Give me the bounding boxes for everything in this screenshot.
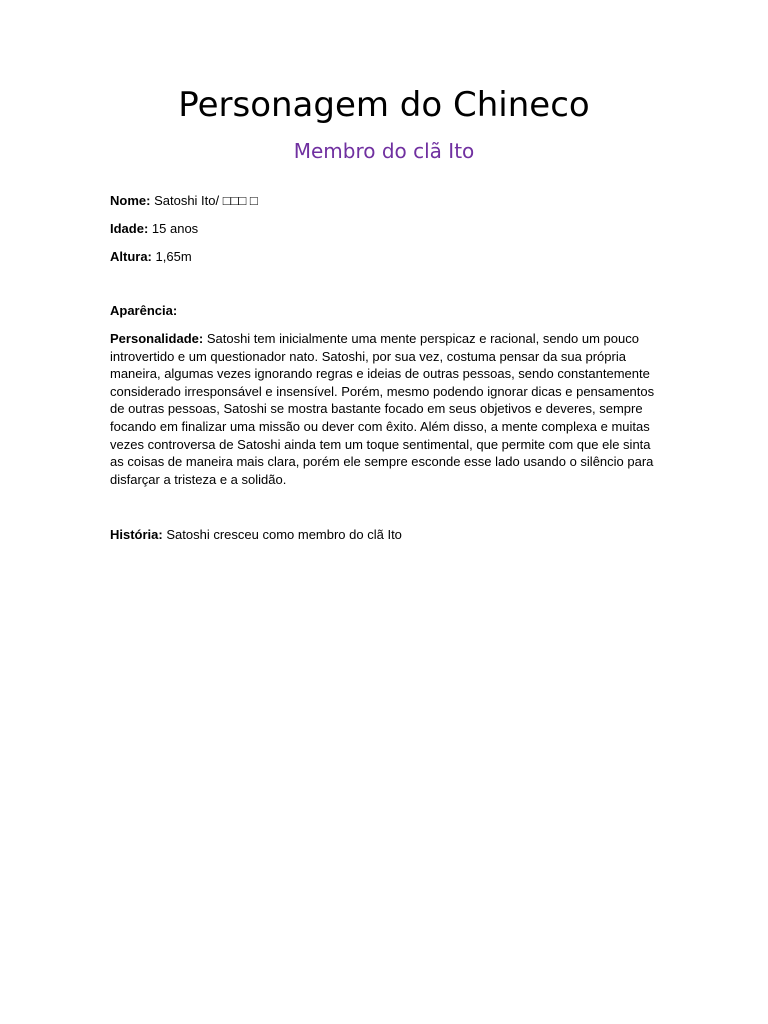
field-aparencia-label: Aparência: <box>110 303 178 318</box>
field-personalidade-value: Satoshi tem inicialmente uma mente perspicaz e racional, sendo um pouco introvertido e um questionador nato. Satoshi, por sua vez, costuma pensar da sua própria maneira, algumas vezes ignorando regras e ideias de outras pessoas, sendo constantemente considerado irresponsável e insensível. Porém, mesmo podendo ignorar dicas e pensamentos de outras pessoas, Satoshi se mostra bastante focado em seus objetivos e deveres, sempre focando em finalizar uma missão ou dever com êxito. Além disso, a mente complexa e muitas vezes controversa de Satoshi ainda tem um toque sentimental, que permite com que ele sinta as coisas de maneira mais clara, porém ele sempre esconde esse lado usando o silêncio para disfarçar a tristeza e a solidão. <box>110 331 655 487</box>
document-title: Personagem do Chineco <box>178 85 590 125</box>
field-altura-value: 1,65m <box>155 249 192 264</box>
field-nome <box>110 192 655 210</box>
field-idade-label: Idade: <box>110 221 149 236</box>
document-subtitle: Membro do clã Ito <box>293 139 475 163</box>
field-historia-value: Satoshi cresceu como membro do clã Ito <box>166 527 402 542</box>
field-idade-value: 15 anos <box>151 221 199 236</box>
field-nome-label: Nome: <box>110 193 151 208</box>
field-nome-value: Satoshi Ito/ □□□ □ <box>154 193 258 208</box>
field-personalidade-label: Personalidade: <box>110 331 204 346</box>
field-altura-label: Altura: <box>110 249 152 264</box>
field-historia-label: História: <box>110 527 163 542</box>
field-historia <box>110 526 655 544</box>
field-aparencia <box>110 302 655 320</box>
field-altura <box>110 248 655 266</box>
field-idade <box>110 220 655 238</box>
field-personalidade <box>110 330 655 488</box>
